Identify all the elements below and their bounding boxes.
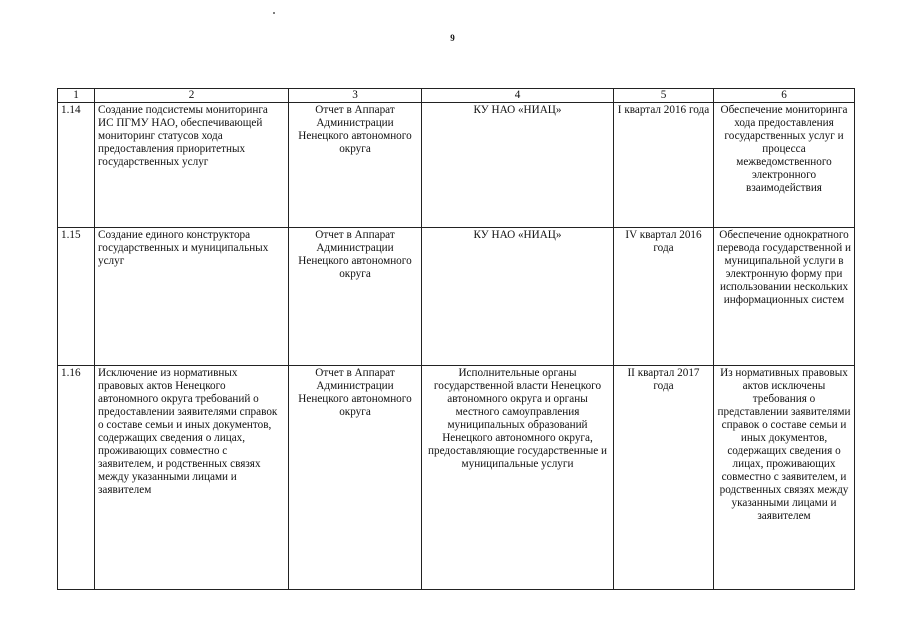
column-header-6: 6 bbox=[714, 89, 855, 103]
report-cell: Отчет в Аппарат Администрации Ненецкого автономного округа bbox=[289, 366, 422, 590]
column-header-1: 1 bbox=[58, 89, 95, 103]
measures-table bbox=[57, 88, 855, 590]
page-number: 9 bbox=[450, 33, 455, 43]
row-number: 1.15 bbox=[58, 228, 95, 366]
deadline-cell: I квартал 2016 года bbox=[614, 103, 714, 228]
result-cell: Из нормативных правовых актов исключены требования о представлении заявителями справок о составе семьи и иных документов, содержащих сведения о лицах, проживающих совместно с заявителем, и родственных связях между указанными лицами и заявителем bbox=[714, 366, 855, 590]
deadline-cell: II квартал 2017 года bbox=[614, 366, 714, 590]
table-row bbox=[58, 103, 855, 228]
row-number: 1.14 bbox=[58, 103, 95, 228]
column-header-3: 3 bbox=[289, 89, 422, 103]
column-header-4: 4 bbox=[422, 89, 614, 103]
scan-speck bbox=[273, 12, 275, 14]
action-cell: Создание подсистемы мониторинга ИС ПГМУ НАО, обеспечивающей мониторинг статусов хода предоставления приоритетных государственных услуг bbox=[95, 103, 289, 228]
deadline-cell: IV квартал 2016 года bbox=[614, 228, 714, 366]
executor-cell: КУ НАО «НИАЦ» bbox=[422, 228, 614, 366]
table-row bbox=[58, 366, 855, 590]
report-cell: Отчет в Аппарат Администрации Ненецкого автономного округа bbox=[289, 228, 422, 366]
row-number: 1.16 bbox=[58, 366, 95, 590]
executor-cell: КУ НАО «НИАЦ» bbox=[422, 103, 614, 228]
executor-cell: Исполнительные органы государственной власти Ненецкого автономного округа и органы местного самоуправления муниципальных образований Ненецкого автономного округа, предоставляющие государственные и муниципальные услуги bbox=[422, 366, 614, 590]
result-cell: Обеспечение однократного перевода государственной и муниципальной услуги в электронную форму при использовании нескольких информационных систем bbox=[714, 228, 855, 366]
header-row bbox=[58, 89, 855, 103]
column-header-2: 2 bbox=[95, 89, 289, 103]
result-cell: Обеспечение мониторинга хода предоставления государственных услуг и процесса межведомственного электронного взаимодействия bbox=[714, 103, 855, 228]
action-cell: Исключение из нормативных правовых актов Ненецкого автономного округа требований о предоставлении заявителями справок о составе семьи и иных документов, содержащих сведения о лицах, проживающих совместно с заявителем, и родственных связях между указанными лицами и заявителем bbox=[95, 366, 289, 590]
report-cell: Отчет в Аппарат Администрации Ненецкого автономного округа bbox=[289, 103, 422, 228]
column-header-5: 5 bbox=[614, 89, 714, 103]
table-row bbox=[58, 228, 855, 366]
action-cell: Создание единого конструктора государственных и муниципальных услуг bbox=[95, 228, 289, 366]
